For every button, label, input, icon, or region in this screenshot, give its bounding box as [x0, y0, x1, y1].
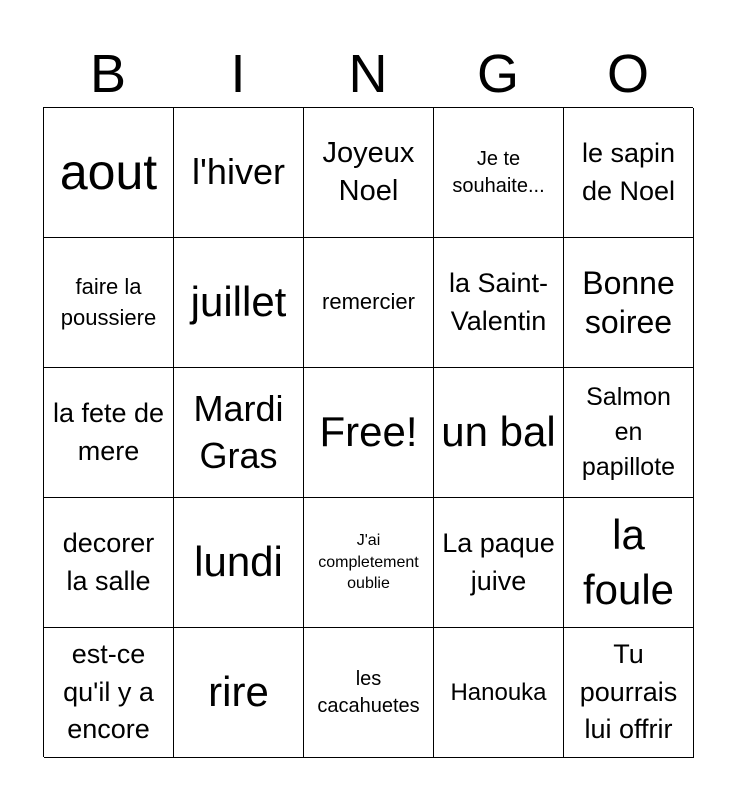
- bingo-cell[interactable]: [304, 498, 434, 628]
- cell-text: decorer la salle: [62, 527, 155, 596]
- cell-text: les cacahuetes: [317, 667, 420, 717]
- cell-text: est-ce qu'il y a encore: [63, 638, 154, 745]
- bingo-cell[interactable]: [44, 498, 174, 628]
- bingo-cell[interactable]: [434, 628, 564, 758]
- cell-text: lundi: [194, 538, 283, 586]
- cell-text: aout: [59, 143, 158, 200]
- bingo-cell[interactable]: [44, 108, 174, 238]
- cell-text: Mardi Gras: [193, 387, 284, 476]
- bingo-cell[interactable]: [44, 628, 174, 758]
- bingo-cell[interactable]: [44, 238, 174, 368]
- bingo-cell[interactable]: [564, 628, 694, 758]
- cell-text: Salmon en papillote: [581, 383, 676, 481]
- bingo-cell[interactable]: [434, 108, 564, 238]
- cell-text: J'ai completement oublie: [318, 532, 419, 593]
- bingo-cell free-cell[interactable]: [304, 368, 434, 498]
- cell-text: un bal: [441, 408, 556, 456]
- cell-text: juillet: [190, 278, 287, 326]
- cell-text: la Saint-Valentin: [448, 267, 549, 336]
- bingo-header: [43, 40, 693, 108]
- bingo-cell[interactable]: [564, 368, 694, 498]
- header-letter-n: N: [348, 44, 388, 104]
- cell-text: Je te souhaite...: [452, 147, 545, 197]
- cell-text: Tu pourrais lui offrir: [579, 638, 678, 745]
- header-letter-i: I: [230, 44, 246, 104]
- bingo-cell[interactable]: [304, 108, 434, 238]
- bingo-cell[interactable]: [174, 368, 304, 498]
- cell-text: Bonne soiree: [582, 265, 675, 340]
- bingo-cell[interactable]: [564, 238, 694, 368]
- bingo-cell[interactable]: [564, 108, 694, 238]
- cell-text: faire la poussiere: [60, 273, 157, 330]
- cell-text: rire: [208, 668, 269, 716]
- bingo-cell[interactable]: [174, 238, 304, 368]
- bingo-cell[interactable]: [44, 368, 174, 498]
- cell-text: La paque juive: [442, 527, 555, 596]
- bingo-cell[interactable]: [174, 498, 304, 628]
- cell-text: l'hiver: [192, 151, 285, 193]
- bingo-cell[interactable]: [564, 498, 694, 628]
- bingo-cell[interactable]: [434, 368, 564, 498]
- header-letter-o: O: [606, 44, 649, 104]
- cell-text: Hanouka: [450, 678, 547, 706]
- free-space-text: Free!: [319, 408, 418, 456]
- cell-text: Joyeux Noel: [322, 136, 415, 207]
- cell-text: le sapin de Noel: [581, 137, 676, 206]
- header-letter-b: B: [89, 44, 127, 104]
- cell-text: la fete de mere: [52, 397, 165, 466]
- bingo-cell[interactable]: [174, 628, 304, 758]
- bingo-cell[interactable]: [304, 628, 434, 758]
- bingo-cell[interactable]: [304, 238, 434, 368]
- bingo-board: [43, 107, 693, 757]
- header-letter-g: G: [476, 44, 519, 104]
- bingo-cell[interactable]: [434, 238, 564, 368]
- bingo-cell[interactable]: [434, 498, 564, 628]
- bingo-cell[interactable]: [174, 108, 304, 238]
- cell-text: remercier: [322, 289, 415, 315]
- cell-text: la foule: [582, 510, 675, 613]
